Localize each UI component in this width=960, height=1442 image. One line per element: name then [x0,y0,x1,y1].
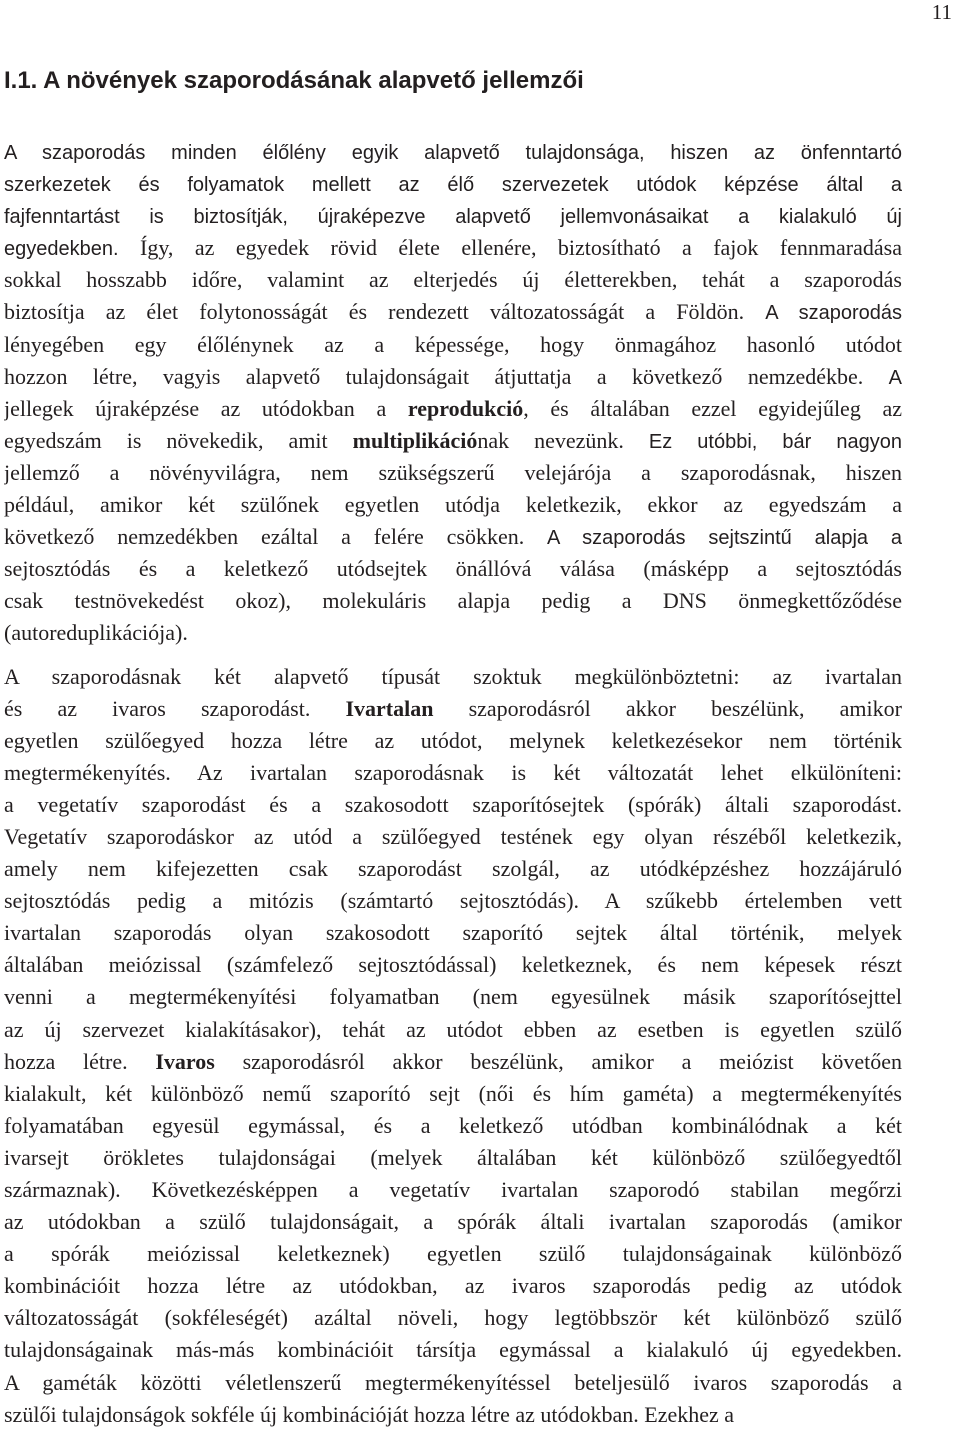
text-line [4,553,902,585]
text-segment: egyedekben. [4,238,141,261]
text-segment: kombinációit hozza létre az utódokban, az ivaros szaporodás pedig az utódok [4,1273,902,1299]
bold-term: reprodukció [407,395,524,421]
text-line [4,585,902,617]
text-segment: szerkezetek és folyamatok mellett az élő szervezetek utódok képzése által a [4,174,902,197]
text-segment: az utódokban a szülő tulajdonságait, a spórák általi ivartalan szaporodás (amikor [4,1209,902,1235]
bold-term: Ivaros [155,1048,215,1074]
text-segment: Ez utóbbi, bár nagyon [648,430,902,453]
text-line [4,1046,902,1078]
paragraph [4,136,902,650]
text-segment: változatosságát (sokféleségét) azáltal növeli, hogy legtöbbször két különböző szülő [4,1305,902,1331]
text-line [4,393,902,425]
text-line [4,457,902,489]
text-segment: A szaporodásnak két alapvető típusát szoktuk megkülönböztetni: az ivartalan [4,663,902,689]
text-segment: és az ivaros szaporodást. [4,695,346,721]
text-segment: szaporodásról akkor beszélünk, amikor [433,695,902,721]
text-segment: a spórák meiózissal keletkeznek) egyetlen szülő tulajdonságainak különböző [4,1241,902,1267]
text-segment: Így, az egyedek rövid élete ellenére, biztosítható a fajok fennmaradása [140,235,902,261]
text-line [4,1014,902,1046]
text-segment: sejtosztódás és a keletkező utódsejtek önállóvá válása (másképp a sejtosztódás [4,556,902,582]
section-heading: I.1. A növények szaporodásának alapvető jellemzői [4,67,584,94]
text-segment: tulajdonságainak más-más kombinációit társítja egymással a kialakuló új egyedekben. [4,1337,902,1363]
text-segment: lényegében egy élőlénynek az a képessége, hogy önmagához hasonló utódot [4,331,902,357]
text-segment: A [888,366,902,389]
text-segment: az új szervezet kialakításakor), tehát az utódot ebben az esetben is egyetlen szülő [4,1016,902,1042]
text-segment: csak testnövekedést okoz), molekuláris alapja pedig a DNS önmegkettőződése [4,588,902,614]
text-line [4,821,902,853]
text-line [4,853,902,885]
text-segment: Ezekhez a [644,1401,735,1427]
text-line [4,725,902,757]
text-segment: például, amikor két szülőnek egyetlen utódja keletkezik, ekkor az egyedszám a [4,492,902,518]
text-segment: hozza létre. [4,1048,156,1074]
text-line [4,1174,902,1206]
text-line [4,1206,902,1238]
text-line [4,789,902,821]
text-segment: kialakult, két különböző nemű szaporító sejt (női és hím gaméta) a megtermékenyítés [4,1080,902,1106]
text-segment: nak nevezünk. [477,427,649,453]
text-line [4,1399,902,1431]
text-segment: megtermékenyítés. [4,759,197,785]
text-line [4,1302,902,1334]
text-line [4,425,902,457]
text-segment: fajfenntartást is biztosítják, újraképezve alapvető jellemvonásaikat a kialakuló új [4,206,902,229]
body-text [4,136,902,1442]
text-line [4,949,902,981]
text-segment: A szaporodás minden élőlény egyik alapvető tulajdonsága, hiszen az önfenntartó [4,142,902,164]
text-segment: A gaméták közötti véletlenszerű megtermékenyítéssel beteljesülő ivaros szaporodás a [4,1369,902,1395]
text-segment: sokkal hosszabb időre, valamint az elterjedés új életterekben, tehát a szaporodás [4,267,902,293]
text-segment: biztosítja az élet folytonosságát és rendezett változatosságát a Földön. [4,299,766,325]
text-line [4,264,902,296]
text-segment: sejtosztódás pedig a mitózis (számtartó sejtosztódás). [4,888,605,914]
text-segment: Az ivartalan szaporodásnak is két változatát lehet elkülöníteni: [196,759,902,785]
text-segment: következő nemzedékben ezáltal a felére csökken. [4,524,548,550]
text-line [4,296,902,328]
text-segment: A szűkebb értelemben vett [604,888,902,914]
text-line [4,1142,902,1174]
text-segment: egyedszám is növekedik, amit [4,427,353,453]
text-segment: egyetlen szülőegyed hozza létre az utódot, melynek keletkezésekor nem történik [4,727,902,753]
text-line [4,1367,902,1399]
bold-term: Ivartalan [345,695,434,721]
text-line [4,981,902,1013]
text-segment: amely nem kifejezetten csak szaporodást szolgál, az utódképzéshez hozzájáruló [4,856,902,882]
bold-term: multiplikáció [352,427,478,453]
text-segment: hozzon létre, vagyis alapvető tulajdonságait átjuttatja a következő nemzedékbe. [4,363,889,389]
text-line [4,885,902,917]
text-segment: Következésképpen a vegetatív ivartalan szaporodó stabilan megőrzi [151,1177,902,1202]
text-segment: (autoreduplikációja). [4,620,188,646]
page-number: 11 [931,0,952,24]
text-segment: ivartalan szaporodás olyan szakosodott szaporító sejtek által történik, melyek [4,920,902,946]
text-line [4,693,902,725]
text-line [4,917,902,949]
text-line [4,1334,902,1366]
text-segment: szülői tulajdonságok sokféle új kombinációját hozza létre az utódokban. [4,1401,645,1427]
text-segment: jellegek újraképzése az utódokban a [4,395,408,421]
text-line [4,329,902,361]
text-line [4,489,902,521]
text-line [4,232,902,264]
text-line [4,1110,902,1142]
text-line [4,521,902,553]
text-segment: a vegetatív szaporodást és a szakosodott szaporítósejtek (spórák) általi szaporodást. [4,791,902,817]
text-segment: származnak). [4,1177,152,1202]
text-segment: folyamatában egyesül egymással, és a keletkező utódban kombinálódnak a két [4,1112,902,1138]
text-line [4,1078,902,1110]
text-line [4,168,902,200]
text-segment: A szaporodás sejtszintű alapja a [547,527,902,550]
text-segment: szaporodásról akkor beszélünk, amikor a meiózist követően [214,1048,902,1074]
text-line [4,617,902,649]
paragraph [4,661,902,1431]
text-segment: Vegetatív szaporodáskor az utód a szülőegyed testének egy olyan részéből keletkezik, [4,823,902,849]
text-line [4,757,902,789]
text-segment: jellemző a növényvilágra, nem szükségszerű velejárója a szaporodásnak, hiszen [4,459,902,485]
text-line [4,361,902,393]
text-segment: venni a megtermékenyítési folyamatban (nem egyesülnek másik szaporítósejttel [4,984,902,1010]
text-segment: ivarsejt örökletes tulajdonságai (melyek általában két különböző szülőegyedtől [4,1144,902,1170]
text-line [4,661,902,693]
text-segment: , és általában ezzel egyidejűleg az [523,395,902,421]
text-line [4,200,902,232]
text-line [4,1270,902,1302]
text-segment: általában meiózissal (számfelező sejtosztódással) keletkeznek, és nem képesek részt [4,952,902,978]
text-line [4,1238,902,1270]
text-line [4,136,902,168]
text-segment: A szaporodás [765,302,902,325]
